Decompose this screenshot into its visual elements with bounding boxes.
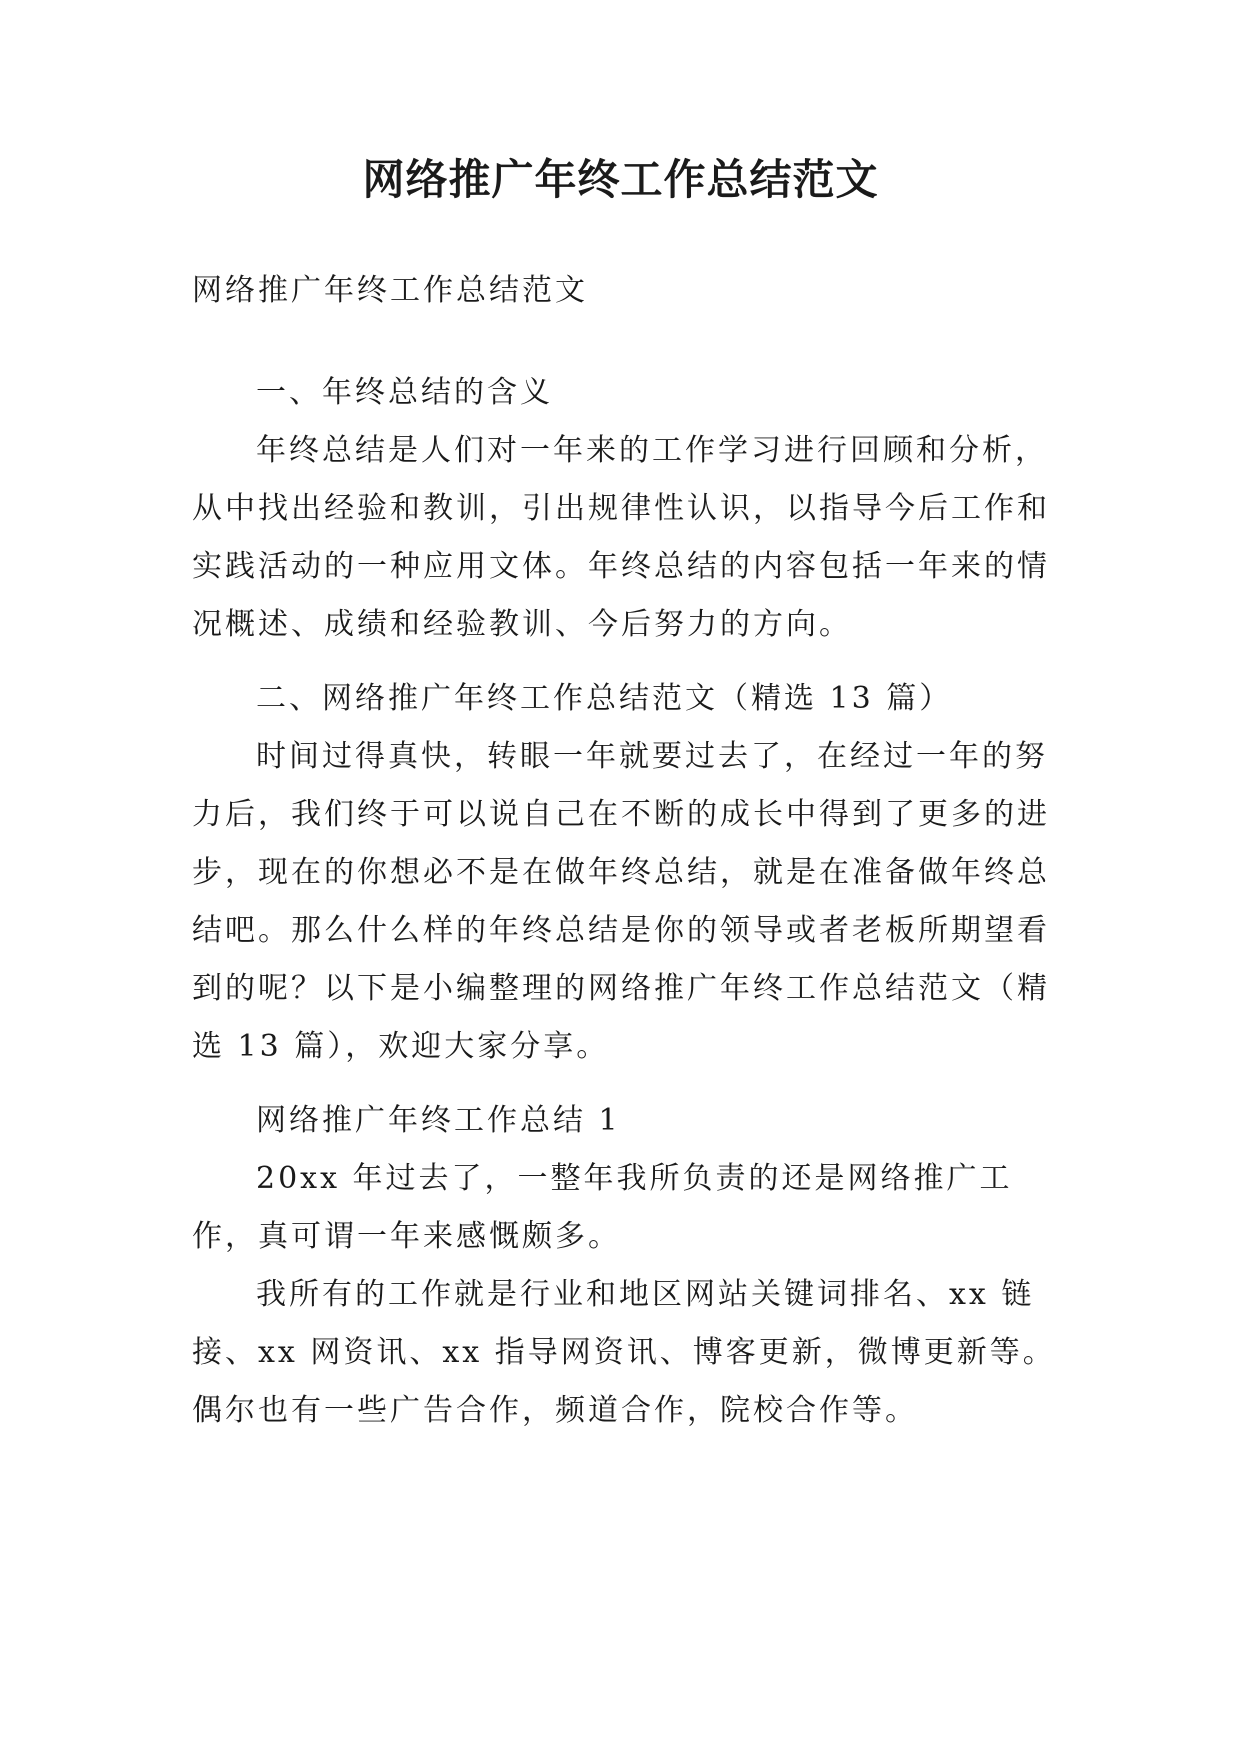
section-1-heading: 一、年终总结的含义: [256, 375, 553, 410]
document-title: 网络推广年终工作总结范文: [362, 155, 879, 204]
document-subtitle: 网络推广年终工作总结范文: [192, 273, 588, 308]
section-2-heading: 二、网络推广年终工作总结范文（精选 13 篇）: [256, 681, 953, 716]
article-1-heading: 网络推广年终工作总结 1: [256, 1103, 621, 1138]
section-2-paragraph: 时间过得真快，转眼一年就要过去了，在经过一年的努力后，我们终于可以说自己在不断的成长中得到了更多的进步，现在的你想必不是在做年终总结，就是在准备做年终总结吧。那么什么样的年终总结是你的领导或者老板所期望看到的呢？以下是小编整理的网络推广年终工作总结范文（精选 13 篇），欢迎大家分享。: [192, 739, 1050, 1064]
article-1-paragraph-1: 20xx 年过去了，一整年我所负责的还是网络推广工作，真可谓一年来感慨颇多。: [192, 1161, 1013, 1254]
article-1-paragraph-2: 我所有的工作就是行业和地区网站关键词排名、xx 链接、xx 网资讯、xx 指导网资讯、博客更新，微博更新等。偶尔也有一些广告合作，频道合作，院校合作等。: [192, 1277, 1056, 1428]
section-1-paragraph: 年终总结是人们对一年来的工作学习进行回顾和分析，从中找出经验和教训，引出规律性认识，以指导今后工作和实践活动的一种应用文体。年终总结的内容包括一年来的情况概述、成绩和经验教训、今后努力的方向。: [192, 433, 1050, 642]
